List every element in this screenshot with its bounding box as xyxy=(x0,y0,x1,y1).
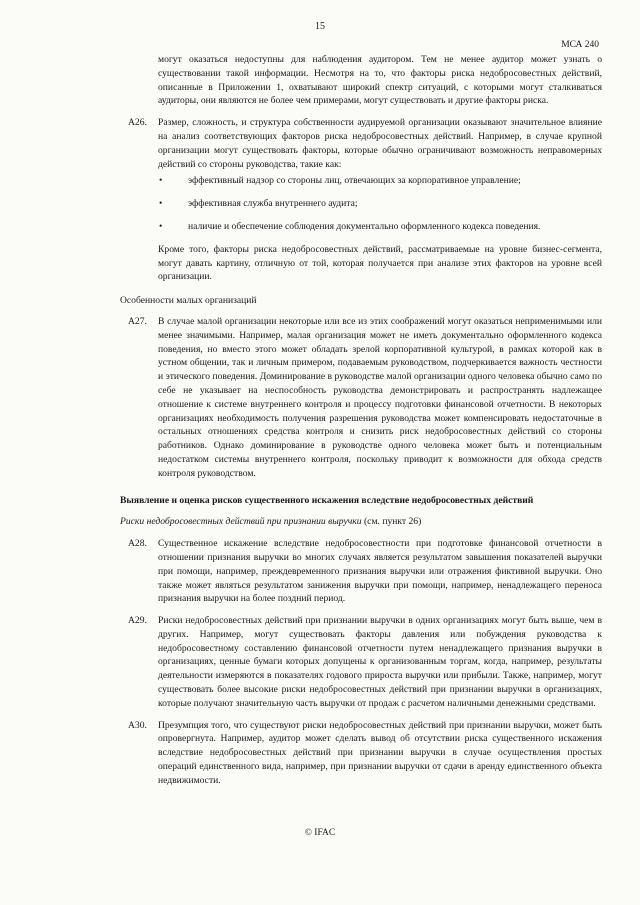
list-item: • эффективная служба внутреннего аудита; xyxy=(159,198,358,210)
section-heading: Выявление и оценка рисков существенного искажения вследствие недобросовестных действий xyxy=(120,494,534,506)
copyright-footer: © IFAC xyxy=(304,828,336,838)
page-content xyxy=(120,53,602,788)
paragraph-text: Презумпция того, что существуют риски недобросовестных действий при признании выручки, может быть опровергнута. Например, аудитор может сделать вывод об отсутствии риска существенного искажения вследствие недобросовестных действий при признании выручки в случае осуществления простых операций единственного вида, например, при признании выручки от сдачи в аренду единственного объекта недвижимости. xyxy=(158,719,602,786)
paragraph-number: A30. xyxy=(128,719,147,731)
revenue-subheading: Риски недобросовестных действий при признании выручки (см. пункт 26) xyxy=(120,516,422,528)
paragraph-a30 xyxy=(120,719,602,788)
paragraph-a27 xyxy=(120,315,602,481)
paragraph-text: В случае малой организации некоторые или все из этих соображений могут оказаться неприменимыми или менее значимыми. Например, малая организация может не иметь документально оформленного кодекса поведения, но вместо этого может обладать зрелой корпоративной культурой, в рамках которой как в устном общении, так и личным примером, подаваемым руководством, подчеркивается важность честности и этического поведения. Доминирование в руководстве малой организации одного человека обычно само по себе не указывает на неспособность руководства демонстрировать и распространять надлежащее отношение к системе внутреннего контроля и процессу подготовки финансовой отчетности. В некоторых организациях необходимость получения разрешения руководства может компенсировать недостаточные в остальных отношениях средства контроля и снизить риск недобросовестных действий со стороны работников. Однако доминирование в руководстве одного человека может быть и потенциальным недостатком системы внутреннего контроля, поскольку приводит к возможности для обхода средств контроля руководством. xyxy=(158,315,602,479)
paragraph-number: A29. xyxy=(128,615,147,627)
paragraph-a29 xyxy=(120,614,602,711)
page-number: 15 xyxy=(315,21,325,32)
paragraph-number: A28. xyxy=(128,538,147,550)
paragraph-text: Существенное искажение вследствие недобросовестности при подготовке финансовой отчетности в отношении признания выручки во многих случаях является результатом завышения показателей выручки при помощи, например, преждевременного признания выручки или отражения фиктивной выручки. Оно также может являться результатом занижения выручки при помощи, например, ненадлежащего переноса признания выручки на более поздний период. xyxy=(158,538,602,605)
list-item: • эффективный надзор со стороны лиц, отвечающих за корпоративное управление; xyxy=(159,175,521,187)
paragraph-text: Размер, сложность, и структура собственности аудируемой организации оказывают значительное влияние на анализ соответствующих факторов риска недобросовестных действий. Например, в случае крупной организации могут существовать факторы, которые обычно ограничивают возможность неправомерных действий со стороны руководства, такие как: xyxy=(158,117,602,170)
bullet-list xyxy=(120,174,602,233)
paragraph-a26 xyxy=(120,116,602,171)
paragraph-text: Риски недобросовестных действий при признании выручки в одних организациях могут быть выше, чем в других. Например, могут существовать факторы давления или побуждения руководства к недобросовестному составлению финансовой отчетности путем ненадлежащего признания выручки в организациях, ценные бумаги которых допущены к организованным торгам, когда, например, результаты деятельности измеряются в показателях годового прироста выручки или прибыли. Также, например, могут существовать более высокие риски недобросовестных действий при признании выручки в организациях, которые получают значительную часть выручки от продаж с расчетом наличными денежными средствами. xyxy=(158,615,602,709)
bullet-icon: • xyxy=(159,175,163,187)
bullet-icon: • xyxy=(159,220,163,232)
paragraph-number: A26. xyxy=(128,117,147,129)
bullet-icon: • xyxy=(159,198,163,210)
subsection-heading: Особенности малых организаций xyxy=(120,295,257,307)
intro-paragraph: могут оказаться недоступны для наблюдения аудитором. Тем не менее аудитор может узнать о существовании такой информации. Несмотря на то, что факторы риска недобросовестных действий, описанные в Приложении 1, охватывают широкий спектр ситуаций, с которыми могут сталкиваться аудиторы, они являются не более чем примерами, могут существовать и другие факторы риска. xyxy=(158,54,602,107)
paragraph-a28 xyxy=(120,537,602,606)
standard-code: МСА 240 xyxy=(561,40,599,50)
list-item: • наличие и обеспечение соблюдения документально оформленного кодекса поведения. xyxy=(159,220,541,232)
continuation-paragraph: Кроме того, факторы риска недобросовестных действий, рассматриваемые на уровне бизнес-сегмента, могут давать картину, отличную от той, которая получается при анализе этих факторов на уровне всей организации. xyxy=(158,243,602,283)
paragraph-number: A27. xyxy=(128,315,147,327)
